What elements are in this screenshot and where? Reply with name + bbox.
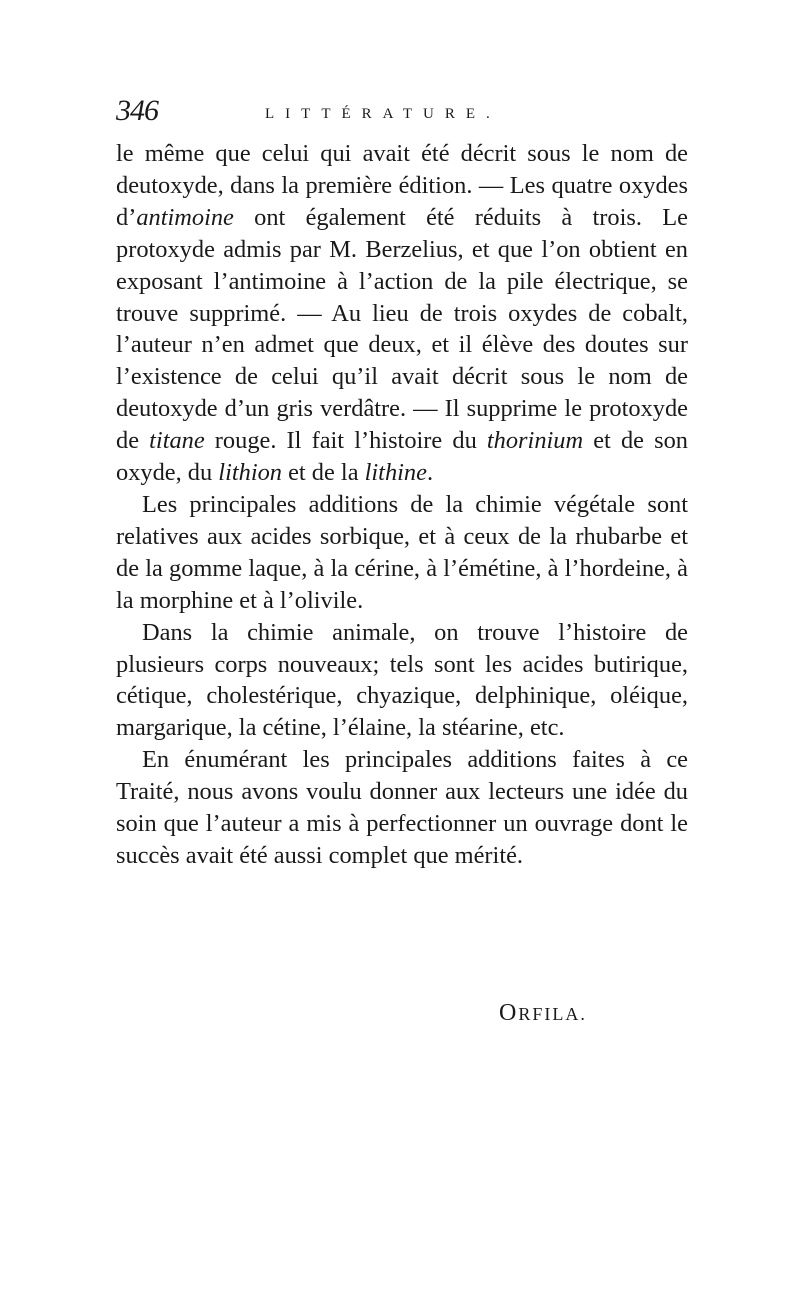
body-text [116, 138, 688, 872]
paragraph-4: En énumérant les principales additions faites à ce Traité, nous avons voulu donner aux lecteurs une idée du soin que l’auteur a mis à perfectionner un ouvrage dont le succès avait été aussi complet que mérité. [116, 746, 688, 869]
page-number: 346 [116, 94, 158, 127]
italic-term-titane: titane [149, 427, 205, 455]
signature-rest: RFILA. [518, 1004, 587, 1024]
paragraph-3: Dans la chimie animale, on trouve l’histoire de plusieurs corps nouveaux; tels sont les acides butirique, cétique, cholestérique, chyazique, delphinique, oléique, margarique, la cétine, l’élaine, la stéarine, etc. [116, 618, 688, 742]
page-header [116, 94, 688, 138]
italic-term-lithine: lithine [364, 459, 427, 487]
paragraph-2: Les principales additions de la chimie végétale sont relatives aux acides sorbique, et à ceux de la rhubarbe et de la gomme laque, à la cérine, à l’émétine, à l’hordeine, à la morphine et à l’olivile. [116, 490, 688, 614]
italic-term-thorinium: thorinium [486, 427, 584, 455]
text-run: ont également été réduits à trois. Le protoxyde admis par M. Berzelius, et que l’on obtient en exposant l’antimoine à l’action de la pile électrique, se trouve supprimé. — Au lieu de trois oxydes de cobalt, l’auteur n’en admet que deux, et il élève des doutes sur l’existence de celui qu’il avait décrit sous le nom de deutoxyde d’un gris verdâtre. — Il supprime le protoxyde de [116, 203, 688, 455]
text-run: et de son oxyde, du [116, 427, 688, 487]
signature-initial: O [499, 1000, 519, 1026]
text-run: le même que celui qui avait été décrit sous le nom de deutoxyde, dans la première édition. — Les quatre oxydes d’ [116, 140, 688, 231]
author-signature [499, 1000, 587, 1027]
text-run: rouge. Il fait l’histoire du [204, 427, 487, 455]
text-run: et de la [282, 459, 365, 487]
italic-term-antimoine: antimoine [136, 203, 234, 231]
running-head: LITTÉRATURE. [265, 106, 501, 122]
italic-term-lithion: lithion [218, 459, 282, 487]
paragraph-1 [116, 138, 688, 489]
text-run: . [426, 459, 434, 487]
